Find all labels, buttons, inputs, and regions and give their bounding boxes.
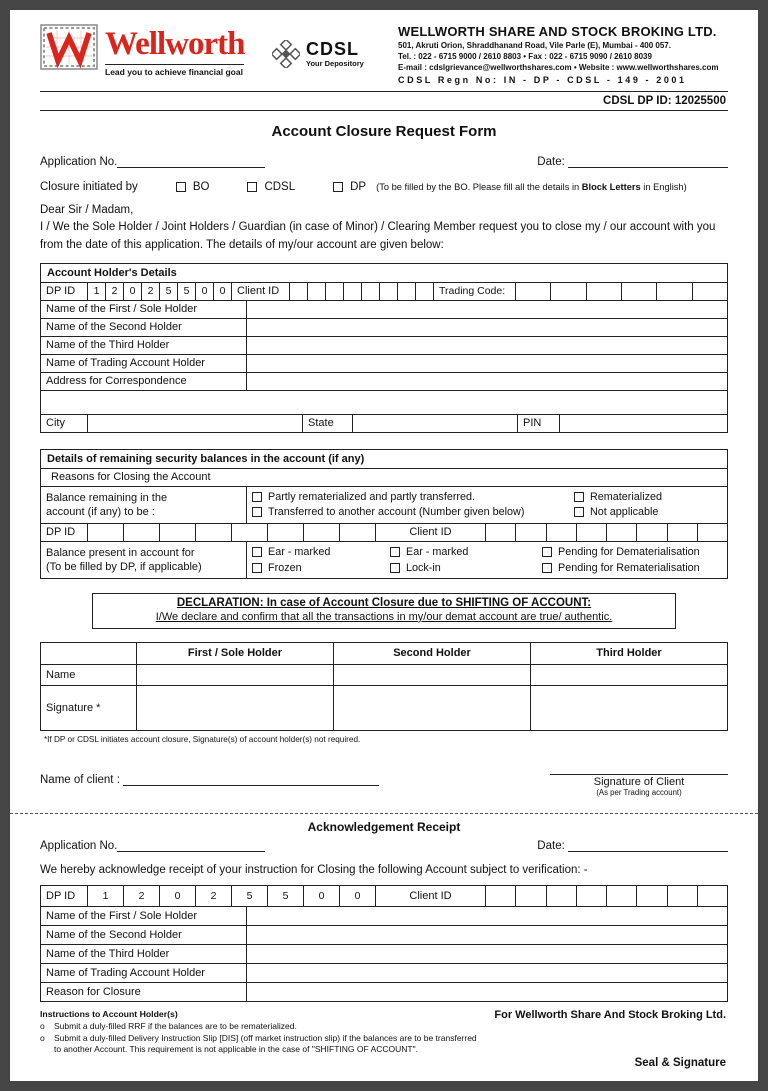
- dp-label: DP: [350, 181, 367, 194]
- closure-initiated-row: [40, 181, 728, 193]
- option-transferred: Transferred to another account (Number given below): [252, 506, 574, 518]
- ack-application-field[interactable]: [117, 840, 265, 852]
- dp-id-digit: 5: [159, 283, 177, 300]
- dp-id-digit: 1: [87, 886, 123, 906]
- table-row: [41, 925, 727, 944]
- wellworth-brand-block: [40, 24, 272, 77]
- balance-remaining-options: [246, 487, 727, 523]
- client-id-label: Client ID: [375, 886, 485, 906]
- dp-id-digit: 0: [159, 886, 195, 906]
- dp-id-cell: [195, 524, 231, 541]
- dp-id-digit: 2: [123, 886, 159, 906]
- closure-initiated-label: Closure initiated by: [40, 181, 138, 194]
- brand-tagline: Lead you to achieve financial goal: [105, 64, 244, 77]
- bo-label: BO: [192, 181, 210, 194]
- client-id-cell: [515, 524, 545, 541]
- trading-code-cell: [656, 283, 691, 300]
- bo-checkbox[interactable]: [176, 182, 186, 192]
- reasons-label: Reasons for Closing the Account: [51, 471, 211, 484]
- closure-option-cdsl: [247, 181, 295, 193]
- address-continuation-row: [41, 390, 727, 414]
- balances-table-title: Details of remaining security balances in the account (if any): [47, 452, 365, 465]
- date-label: Date:: [537, 156, 565, 169]
- dp-id-label: DP ID: [46, 285, 76, 298]
- trading-code-cell: [515, 283, 550, 300]
- intro-paragraph: I / We the Sole Holder / Joint Holders / Guardian (in case of Minor) / Clearing Member request you to close my / our account with you from the date of this application. The details of my/our account are given below:: [40, 221, 716, 251]
- dp-id-label: DP ID: [46, 889, 76, 902]
- balance-remaining-label: Balance remaining in the account (if any) to be :: [46, 491, 168, 518]
- client-id-cell: [415, 283, 433, 300]
- client-id-cell: [485, 886, 515, 906]
- row-label: Name of the Second Holder: [46, 928, 182, 941]
- client-id-cell: [667, 886, 697, 906]
- balance-present-label: Balance present in account for (To be filled by DP, if applicable): [46, 546, 202, 573]
- client-signature-row: [40, 774, 728, 797]
- client-id-cell: [606, 886, 636, 906]
- ack-application-date-row: [40, 840, 728, 852]
- table-row: [41, 906, 727, 925]
- cdsl-dp-id: CDSL DP ID: 12025500: [603, 95, 726, 108]
- signature-row: [41, 685, 727, 730]
- client-id-cell: [697, 886, 727, 906]
- row-value-cell: [246, 337, 727, 354]
- bullet: o: [40, 1021, 45, 1032]
- trading-code-cell: [692, 283, 727, 300]
- company-info: [394, 24, 728, 85]
- name-cell: [530, 665, 727, 685]
- row-label: Name of Trading Account Holder: [46, 966, 205, 979]
- signature-footnote: *If DP or CDSL initiates account closure, Signature(s) of account holder(s) not required.: [44, 734, 361, 744]
- cdsl-checkbox[interactable]: [247, 182, 257, 192]
- trading-code-cell: [621, 283, 656, 300]
- client-id-cell: [667, 524, 697, 541]
- client-id-cell: [515, 886, 545, 906]
- dp-id-cell: [231, 524, 267, 541]
- seal-signature-label: Seal & Signature: [634, 1056, 726, 1069]
- row-value-cell: [246, 964, 727, 982]
- table-row: [41, 963, 727, 982]
- instruction-item: o Submit a duly-filled RRF if the balances are to be rematerialized.: [40, 1021, 297, 1032]
- dpid-divider: [40, 110, 728, 111]
- declaration-text: I/We declare and confirm that all the transactions in my/our demat account are true/ authentic.: [155, 610, 613, 623]
- name-of-client-field[interactable]: [123, 774, 379, 786]
- client-id-cell: [697, 524, 727, 541]
- dp-id-label: DP ID: [46, 526, 76, 539]
- instructions-block: [40, 1009, 478, 1055]
- instructions-title: Instructions to Account Holder(s): [40, 1008, 178, 1019]
- row-value-cell: [246, 355, 727, 372]
- row-label: Name of the Second Holder: [46, 321, 182, 334]
- ack-date-label: Date:: [537, 839, 565, 852]
- closure-note: (To be filled by the BO. Please fill all the details in Block Letters in English): [376, 182, 687, 193]
- third-holder-header: Third Holder: [530, 643, 727, 664]
- client-id-cell: [636, 524, 666, 541]
- row-value-cell: [246, 301, 727, 318]
- pin-cell: [559, 415, 727, 432]
- form-page: [10, 10, 758, 1081]
- table-row: [41, 982, 727, 1001]
- row-value-cell: [246, 945, 727, 963]
- balance-present-options: [246, 542, 727, 578]
- name-cell: [333, 665, 530, 685]
- table-row: [41, 354, 727, 372]
- second-holder-header: Second Holder: [333, 643, 530, 664]
- row-label: Address for Correspondence: [46, 375, 187, 388]
- signature-note: (As per Trading account): [596, 787, 682, 797]
- row-label: Name of the First / Sole Holder: [46, 909, 198, 922]
- footer-right-block: [478, 1009, 728, 1069]
- option-ear-marked-1: Ear - marked: [252, 546, 390, 558]
- salutation: Dear Sir / Madam,: [40, 204, 134, 217]
- trading-code-cell: [550, 283, 585, 300]
- company-name: WELLWORTH SHARE AND STOCK BROKING LTD.: [398, 24, 717, 39]
- application-no: [40, 156, 265, 168]
- state-cell: [352, 415, 517, 432]
- application-no-field[interactable]: [117, 156, 265, 168]
- signature-table: [40, 642, 728, 731]
- cut-line: [10, 813, 758, 814]
- client-id-cell: [325, 283, 343, 300]
- wellworth-logo-icon: [40, 24, 98, 70]
- dp-id-digit: 0: [303, 886, 339, 906]
- cdsl-logo-icon: [272, 40, 300, 68]
- acknowledgement-title: Acknowledgement Receipt: [307, 819, 461, 834]
- row-label: Name of Trading Account Holder: [46, 357, 205, 370]
- client-id-cell: [343, 283, 361, 300]
- option-lock-in: Lock-in: [390, 562, 542, 574]
- city-label: City: [46, 417, 65, 430]
- application-no-label: Application No.: [40, 156, 118, 169]
- client-id-cell: [576, 886, 606, 906]
- signature-cell: [136, 686, 333, 730]
- signature-line: [550, 774, 728, 775]
- client-signature-block: [550, 774, 728, 797]
- table-row: [41, 944, 727, 963]
- cdsl-logo-block: [272, 40, 394, 68]
- balance-present-row: [41, 541, 727, 578]
- trading-code-label: Trading Code:: [433, 283, 515, 300]
- dp-id-cell: [159, 524, 195, 541]
- brand-name: Wellworth: [105, 26, 245, 62]
- dp-id-cell: [87, 524, 123, 541]
- dp-client-trading-row: [41, 282, 727, 300]
- form-title: Account Closure Request Form: [271, 123, 497, 141]
- table-row: [41, 318, 727, 336]
- balance-remaining-row: [41, 486, 727, 523]
- row-label: Name of the Third Holder: [46, 339, 170, 352]
- signature-of-client-label: Signature of Client: [593, 775, 685, 788]
- ack-application-no: [40, 840, 265, 852]
- name-row: [41, 664, 727, 685]
- declaration-box: [92, 593, 676, 629]
- client-id-cell: [576, 524, 606, 541]
- ack-table: [40, 885, 728, 1002]
- dp-id-digit: 2: [195, 886, 231, 906]
- reasons-row: [41, 468, 727, 486]
- lock-in-checkbox[interactable]: [390, 563, 400, 573]
- instruction-item: o Submit a duly-filled Delivery Instruction Slip [DIS] (off market instruction slip) if the balances are to be transferred to another Account. This requirement is not applicable in the case of "SHIFTING OF ACCOUNT".: [40, 1033, 477, 1055]
- dp-id-digit: 5: [267, 886, 303, 906]
- for-company-line: For Wellworth Share And Stock Broking Ltd.: [494, 1008, 726, 1021]
- transferred-checkbox[interactable]: [252, 507, 262, 517]
- dp-id-digit: 5: [231, 886, 267, 906]
- option-frozen: Frozen: [252, 562, 390, 574]
- row-label: Name of the First / Sole Holder: [46, 303, 198, 316]
- ack-application-label: Application No.: [40, 839, 118, 852]
- row-label: Name of the Third Holder: [46, 947, 170, 960]
- address-row: [41, 372, 727, 390]
- dp-id-digit: 0: [339, 886, 375, 906]
- row-value-cell: [246, 907, 727, 925]
- dp-id-digit: 5: [177, 283, 195, 300]
- dp-id-digit: 0: [195, 283, 213, 300]
- client-id-cell: [546, 886, 576, 906]
- client-id-cell: [397, 283, 415, 300]
- dp-id-digit: 0: [213, 283, 231, 300]
- client-id-cell: [289, 283, 307, 300]
- client-id-cell: [307, 283, 325, 300]
- dp-id-digit: 0: [123, 283, 141, 300]
- row-value-cell: [246, 926, 727, 944]
- signature-cell: [530, 686, 727, 730]
- client-id-cell: [636, 886, 666, 906]
- balances-dp-client-row: [41, 523, 727, 541]
- client-id-label: Client ID: [231, 283, 289, 300]
- city-state-pin-row: [41, 414, 727, 432]
- declaration-heading: DECLARATION: In case of Account Closure due to SHIFTING OF ACCOUNT:: [176, 596, 592, 609]
- dp-checkbox[interactable]: [333, 182, 343, 192]
- dp-id-digit: 2: [105, 283, 123, 300]
- cdsl-name: CDSL: [306, 39, 359, 59]
- row-value-cell: [246, 373, 727, 390]
- company-email-web: E-mail : cdslgrievance@wellworthshares.com • Website : www.wellworthshares.com: [398, 62, 719, 72]
- option-partly-rematerialized: Partly rematerialized and partly transferred.: [252, 491, 574, 503]
- page-header: [40, 24, 728, 85]
- client-id-cell: [361, 283, 379, 300]
- dp-id-digit: 1: [87, 283, 105, 300]
- ear-marked-1-checkbox[interactable]: [252, 547, 262, 557]
- signature-cell: [333, 686, 530, 730]
- option-pending-remat: Pending for Rematerialisation: [542, 562, 722, 574]
- account-table-title: Account Holder's Details: [47, 266, 177, 279]
- partly-rematerialized-checkbox[interactable]: [252, 492, 262, 502]
- option-not-applicable: Not applicable: [574, 506, 722, 518]
- name-of-client-label: Name of client :: [40, 773, 120, 786]
- trading-code-cell: [586, 283, 621, 300]
- application-date-row: [40, 156, 728, 168]
- cdsl-label: CDSL: [264, 181, 296, 194]
- frozen-checkbox[interactable]: [252, 563, 262, 573]
- ack-dp-client-row: [41, 886, 727, 906]
- dp-id-cell: [267, 524, 303, 541]
- signature-header-row: [41, 643, 727, 664]
- pending-demat-checkbox[interactable]: [542, 547, 552, 557]
- ack-intro: We hereby acknowledge receipt of your instruction for Closing the following Account subject to verification: -: [40, 863, 588, 876]
- dp-id-cell: [303, 524, 339, 541]
- option-rematerialized: Rematerialized: [574, 491, 722, 503]
- row-value-cell: [246, 319, 727, 336]
- dp-id-digit: 2: [141, 283, 159, 300]
- ack-date-field[interactable]: [568, 840, 728, 852]
- name-row-label: Name: [46, 668, 76, 681]
- not-applicable-checkbox[interactable]: [574, 507, 584, 517]
- table-row: [41, 336, 727, 354]
- row-value-cell: [246, 983, 727, 1001]
- client-id-label: Client ID: [375, 524, 485, 541]
- state-label: State: [302, 415, 352, 432]
- option-pending-demat: Pending for Dematerialisation: [542, 546, 722, 558]
- client-id-cell: [485, 524, 515, 541]
- ack-date: [537, 840, 728, 852]
- table-row: [41, 300, 727, 318]
- company-address: 501, Akruti Orion, Shraddhanand Road, Vile Parle (E), Mumbai - 400 057.: [398, 41, 671, 50]
- ear-marked-2-checkbox[interactable]: [390, 547, 400, 557]
- option-ear-marked-2: Ear - marked: [390, 546, 542, 558]
- client-id-cell: [379, 283, 397, 300]
- first-holder-header: First / Sole Holder: [136, 643, 333, 664]
- dp-id-cell: [123, 524, 159, 541]
- closure-option-dp: [333, 181, 366, 193]
- pending-remat-checkbox[interactable]: [542, 563, 552, 573]
- account-holders-table: [40, 263, 728, 433]
- client-id-cell: [606, 524, 636, 541]
- pin-label: PIN: [517, 415, 559, 432]
- date: [537, 156, 728, 168]
- cdsl-subtitle: Your Depository: [306, 59, 364, 68]
- closure-option-bo: [176, 181, 210, 193]
- city-cell: [87, 415, 302, 432]
- company-tel-fax: Tel. : 022 - 6715 9000 / 2610 8803 • Fax : 022 - 6715 9090 / 2610 8039: [398, 51, 652, 61]
- name-cell: [136, 665, 333, 685]
- signature-row-label: Signature *: [46, 701, 101, 714]
- client-id-cell: [546, 524, 576, 541]
- rematerialized-checkbox[interactable]: [574, 492, 584, 502]
- company-cdsl-regn: CDSL Regn No: IN - DP - CDSL - 149 - 2001: [398, 75, 687, 86]
- name-of-client: [40, 774, 379, 786]
- balances-table: [40, 449, 728, 579]
- empty-header-cell: [41, 643, 136, 664]
- bullet: o: [40, 1033, 45, 1044]
- date-field[interactable]: [568, 156, 728, 168]
- row-label: Reason for Closure: [46, 985, 141, 998]
- dp-id-cell: [339, 524, 375, 541]
- page-footer: [40, 1009, 728, 1069]
